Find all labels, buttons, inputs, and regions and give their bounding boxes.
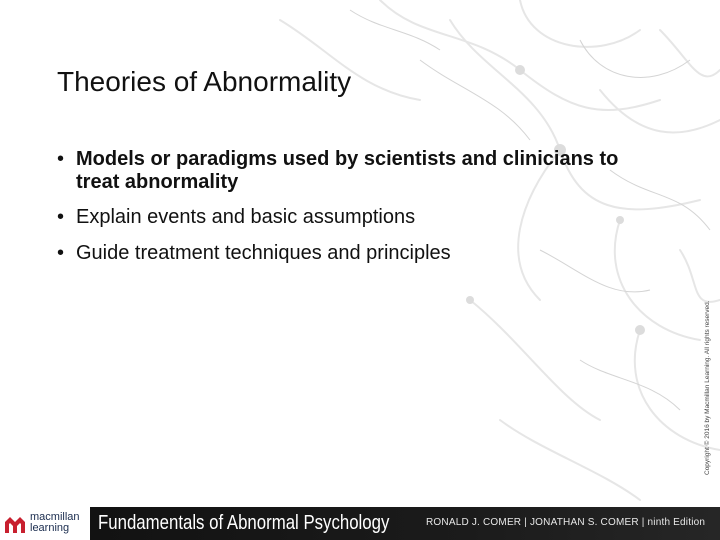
- bullet-item: [57, 148, 657, 194]
- publisher-name: macmillan learning: [30, 511, 80, 534]
- bullet-list: [57, 148, 657, 278]
- slide-title: Theories of Abnormality: [57, 66, 352, 97]
- bullet-text: Explain events and basic assumptions: [76, 206, 416, 228]
- bullet-item: [57, 242, 657, 265]
- bullet-dot-icon: •: [57, 242, 65, 264]
- copyright-notice: Copyright © 2016 by Macmillan Learning. All rights reserved.: [704, 300, 711, 475]
- footer: [0, 507, 720, 540]
- book-title: Fundamentals of Abnormal Psychology: [98, 512, 390, 534]
- bullet-dot-icon: •: [57, 206, 65, 228]
- bullet-text: Guide treatment techniques and principles: [76, 242, 451, 264]
- macmillan-logo-icon: [4, 513, 26, 535]
- authors-edition: RONALD J. COMER | JONATHAN S. COMER | ninth Edition: [426, 517, 706, 528]
- bullet-text: Models or paradigms used by scientists and clinicians to treat abnormality: [76, 148, 619, 193]
- footer-bar: [90, 507, 720, 540]
- bullet-item: [57, 206, 657, 229]
- bullet-dot-icon: •: [57, 148, 65, 170]
